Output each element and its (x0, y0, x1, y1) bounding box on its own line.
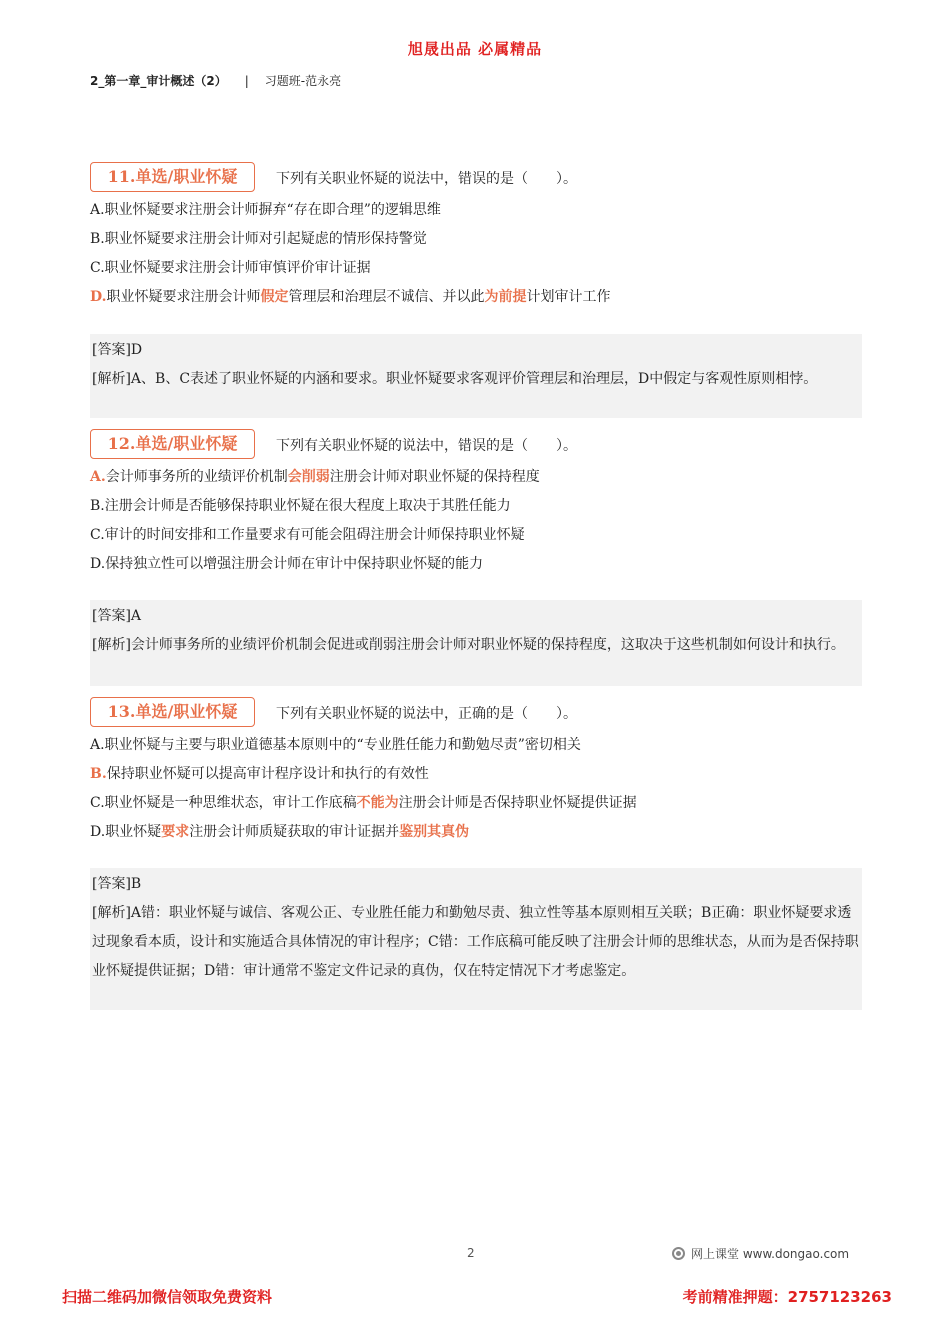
keyword-highlight: 为前提 (484, 289, 527, 305)
brand-logo-icon (672, 1247, 685, 1260)
option-d: D.职业怀疑要求注册会计师假定管理层和治理层不诚信、并以此为前提计划审计工作 (90, 289, 611, 305)
top-banner: 旭晟出品 必属精品 (407, 40, 543, 58)
answer-label: [答案]A (92, 608, 142, 624)
chapter-title: 2_第一章_审计概述（2） (90, 74, 227, 88)
footer-promo-left: 扫描二维码加微信领取免费资料 (62, 1288, 273, 1306)
answer-box-11 (90, 334, 862, 418)
option-c: C.审计的时间安排和工作量要求有可能会阻碍注册会计师保持职业怀疑 (90, 527, 525, 543)
option-a: A.职业怀疑要求注册会计师摒弃“存在即合理”的逻辑思维 (90, 202, 441, 218)
answer-box-13 (90, 868, 862, 1010)
keyword-highlight: 鉴别其真伪 (399, 824, 470, 840)
question-stem: 下列有关职业怀疑的说法中，错误的是（ ）。 (276, 171, 577, 187)
option-c: C.职业怀疑要求注册会计师审慎评价审计证据 (90, 260, 371, 276)
course-name: 习题班-范永亮 (264, 74, 342, 88)
question-12 (90, 429, 862, 579)
analysis-text: [解析]A、B、C表述了职业怀疑的内涵和要求。职业怀疑要求客观评价管理层和治理层，D中假定与客观性原则相悖。 (92, 371, 818, 387)
page-header (90, 72, 341, 89)
question-11 (90, 162, 862, 312)
option-a: A.会计师事务所的业绩评价机制会削弱注册会计师对职业怀疑的保持程度 (90, 469, 540, 485)
option-c: C.职业怀疑是一种思维状态，审计工作底稿不能为注册会计师是否保持职业怀疑提供证据 (90, 795, 637, 811)
answer-label: [答案]D (92, 342, 143, 358)
analysis-text: [解析]A错：职业怀疑与诚信、客观公正、专业胜任能力和勤勉尽责、独立性等基本原则相互关联；B正确：职业怀疑要求透过现象看本质，设计和实施适合具体情况的审计程序；C错：工作底稿可能反映了注册会计师的思维状态，从而为是否保持职业怀疑提供证据；D错：审计通常不鉴定文件记录的真伪，仅在特定情况下才考虑鉴定。 (92, 905, 859, 979)
option-a: A.职业怀疑与主要与职业道德基本原则中的“专业胜任能力和勤勉尽责”密切相关 (90, 737, 581, 753)
question-tag: 13.单选/职业怀疑 (90, 697, 255, 727)
analysis-text: [解析]会计师事务所的业绩评价机制会促进或削弱注册会计师对职业怀疑的保持程度，这取决于这些机制如何设计和执行。 (92, 637, 845, 653)
page-number: 2 (467, 1246, 475, 1260)
keyword-highlight: 会削弱 (287, 469, 330, 485)
keyword-highlight: 不能为 (356, 795, 399, 811)
keyword-highlight: 要求 (161, 824, 190, 840)
answer-box-12 (90, 600, 862, 686)
question-stem: 下列有关职业怀疑的说法中，正确的是（ ）。 (276, 706, 577, 722)
option-d: D.职业怀疑要求注册会计师质疑获取的审计证据并鉴别其真伪 (90, 824, 470, 840)
brand-text: 网上课堂 www.dongao.com (691, 1247, 850, 1261)
header-separator: | (244, 74, 249, 88)
option-b: B.注册会计师是否能够保持职业怀疑在很大程度上取决于其胜任能力 (90, 498, 511, 514)
question-13 (90, 697, 862, 847)
question-tag: 11.单选/职业怀疑 (90, 162, 255, 192)
answer-label: [答案]B (92, 876, 142, 892)
option-b: B.职业怀疑要求注册会计师对引起疑虑的情形保持警觉 (90, 231, 427, 247)
question-stem: 下列有关职业怀疑的说法中，错误的是（ ）。 (276, 438, 577, 454)
option-b: B.保持职业怀疑可以提高审计程序设计和执行的有效性 (90, 766, 429, 782)
brand-mark (672, 1245, 849, 1262)
footer-promo-right: 考前精准押题：2757123263 (682, 1288, 892, 1306)
question-tag: 12.单选/职业怀疑 (90, 429, 255, 459)
keyword-highlight: 假定 (260, 289, 289, 305)
option-d: D.保持独立性可以增强注册会计师在审计中保持职业怀疑的能力 (90, 556, 484, 572)
